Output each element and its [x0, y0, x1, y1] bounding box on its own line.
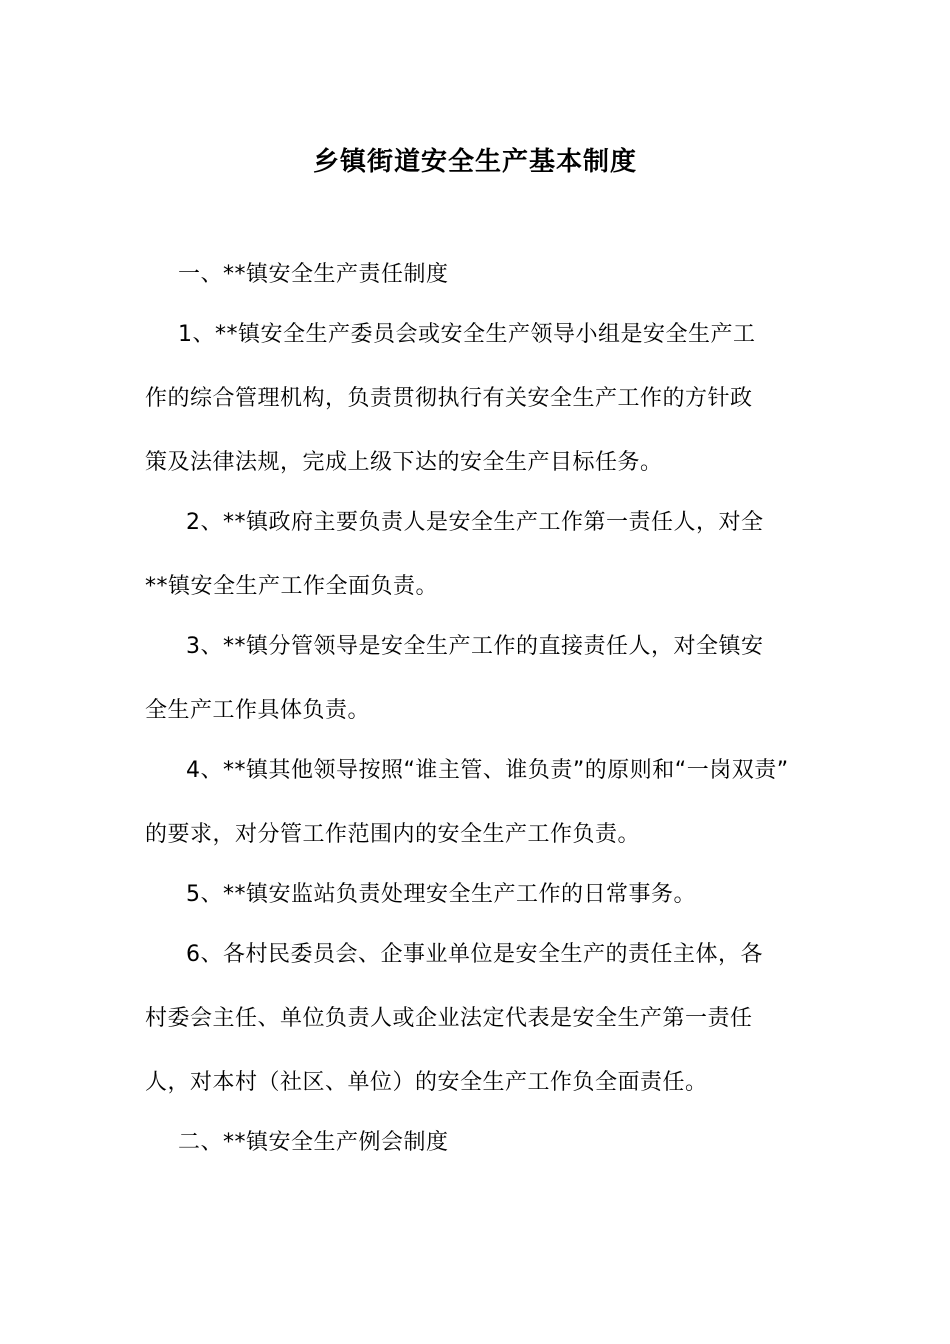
paragraph-line: 6、各村民委员会、企事业单位是安全生产的责任主体，各 — [186, 942, 763, 967]
paragraph-line: 策及法律法规，完成上级下达的安全生产目标任务。 — [145, 450, 663, 475]
document-title: 乡镇街道安全生产基本制度 — [312, 147, 637, 177]
paragraph-line: 1、**镇安全生产委员会或安全生产领导小组是安全生产工 — [178, 322, 756, 347]
paragraph-line: 全生产工作具体负责。 — [145, 698, 371, 723]
paragraph-line: 人，对本村（社区、单位）的安全生产工作负全面责任。 — [145, 1070, 708, 1095]
paragraph-line: 5、**镇安监站负责处理安全生产工作的日常事务。 — [186, 882, 696, 907]
section-heading-1: 一、**镇安全生产责任制度 — [178, 262, 449, 287]
paragraph-line: 4、**镇其他领导按照“谁主管、谁负责”的原则和“一岗双责” — [186, 758, 789, 783]
paragraph-line: 村委会主任、单位负责人或企业法定代表是安全生产第一责任 — [145, 1006, 753, 1031]
paragraph-line: 2、**镇政府主要负责人是安全生产工作第一责任人，对全 — [186, 510, 764, 535]
section-heading-2: 二、**镇安全生产例会制度 — [178, 1130, 449, 1155]
paragraph-line: 3、**镇分管领导是安全生产工作的直接责任人，对全镇安 — [186, 634, 764, 659]
paragraph-line: 的要求，对分管工作范围内的安全生产工作负责。 — [145, 822, 641, 847]
paragraph-line: 作的综合管理机构，负责贯彻执行有关安全生产工作的方针政 — [145, 386, 753, 411]
paragraph-line: **镇安全生产工作全面负责。 — [145, 574, 439, 599]
